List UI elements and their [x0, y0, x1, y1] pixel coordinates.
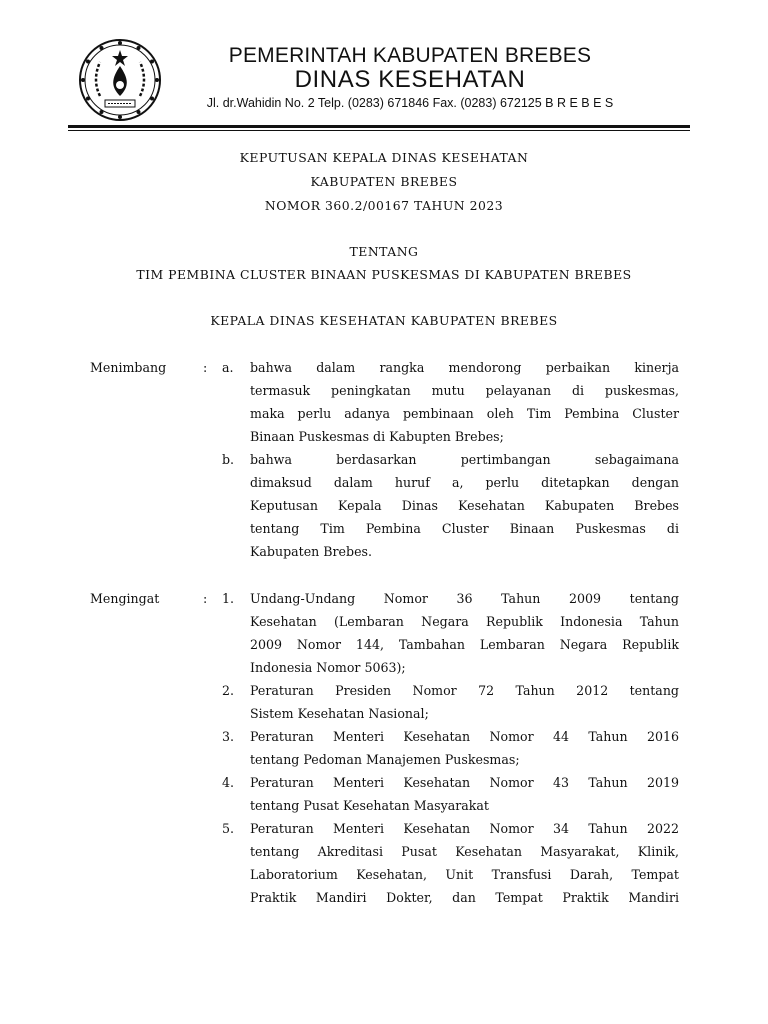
text-line: bahwa berdasarkan pertimbangan sebagaimana	[250, 452, 679, 467]
text-line: Peraturan Menteri Kesehatan Nomor 44 Tahun 2016	[250, 729, 679, 744]
mengingat-marker-5: 5.	[222, 821, 235, 836]
letterhead-divider-thick	[68, 125, 690, 128]
text-line: Kesehatan (Lembaran Negara Republik Indonesia Tahun	[250, 614, 679, 629]
text-line: bahwa dalam rangka mendorong perbaikan kinerja	[250, 360, 679, 375]
text-line: tentang Pusat Kesehatan Masyarakat	[250, 798, 489, 813]
mengingat-item-3	[250, 725, 679, 771]
mengingat-item-5	[250, 817, 679, 909]
text-line: tentang Tim Pembina Cluster Binaan Puskesmas di	[250, 521, 679, 536]
text-line: Indonesia Nomor 5063);	[250, 660, 406, 675]
text-line: Undang-Undang Nomor 36 Tahun 2009 tentang	[250, 591, 679, 606]
mengingat-marker-1: 1.	[222, 591, 235, 606]
mengingat-marker-3: 3.	[222, 729, 235, 744]
decree-number: NOMOR 360.2/00167 TAHUN 2023	[264, 198, 504, 213]
menimbang-label: Menimbang	[90, 360, 167, 375]
agency-name: DINAS KESEHATAN	[294, 66, 526, 93]
government-name: PEMERINTAH KABUPATEN BREBES	[228, 44, 592, 67]
menimbang-item-a	[250, 356, 679, 448]
text-line: dimaksud dalam huruf a, perlu ditetapkan dengan	[250, 475, 679, 490]
text-line: tentang Pedoman Manajemen Puskesmas;	[250, 752, 520, 767]
menimbang-marker-b: b.	[222, 452, 235, 467]
text-line: Peraturan Menteri Kesehatan Nomor 43 Tahun 2019	[250, 775, 679, 790]
decree-region: KABUPATEN BREBES	[310, 174, 458, 189]
text-line: Laboratorium Kesehatan, Unit Transfusi Darah, Tempat	[250, 867, 679, 882]
text-line: termasuk peningkatan mutu pelayanan di puskesmas,	[250, 383, 679, 398]
text-line: Sistem Kesehatan Nasional;	[250, 706, 429, 721]
tentang-heading: TENTANG	[349, 244, 419, 259]
text-line: Peraturan Presiden Nomor 72 Tahun 2012 tentang	[250, 683, 679, 698]
mengingat-marker-4: 4.	[222, 775, 235, 790]
menimbang-marker-a: a.	[222, 360, 234, 375]
decree-title: KEPUTUSAN KEPALA DINAS KESEHATAN	[239, 150, 529, 165]
decree-subject: TIM PEMBINA CLUSTER BINAAN PUSKESMAS DI KABUPATEN BREBES	[136, 267, 632, 282]
issuer-heading: KEPALA DINAS KESEHATAN KABUPATEN BREBES	[210, 313, 558, 328]
text-line: Binaan Puskesmas di Kabupten Brebes;	[250, 429, 504, 444]
mengingat-label: Mengingat	[90, 591, 160, 606]
text-line: Kabupaten Brebes.	[250, 544, 372, 559]
mengingat-colon: :	[203, 591, 208, 606]
text-line: Praktik Mandiri Dokter, dan Tempat Praktik Mandiri	[250, 890, 679, 905]
mengingat-item-1	[250, 587, 679, 679]
text-line: Peraturan Menteri Kesehatan Nomor 34 Tahun 2022	[250, 821, 679, 836]
mengingat-item-2	[250, 679, 679, 725]
letterhead-divider-thin	[68, 130, 690, 131]
menimbang-colon: :	[203, 360, 208, 375]
text-line: Keputusan Kepala Dinas Kesehatan Kabupaten Brebes	[250, 498, 679, 513]
mengingat-item-4	[250, 771, 679, 817]
agency-address: Jl. dr.Wahidin No. 2 Telp. (0283) 671846 Fax. (0283) 672125 B R E B E S	[206, 96, 614, 110]
mengingat-marker-2: 2.	[222, 683, 235, 698]
menimbang-item-b	[250, 448, 679, 563]
text-line: 2009 Nomor 144, Tambahan Lembaran Negara Republik	[250, 637, 679, 652]
regency-emblem-icon	[78, 38, 162, 122]
text-line: tentang Akreditasi Pusat Kesehatan Masyarakat, Klinik,	[250, 844, 679, 859]
text-line: maka perlu adanya pembinaan oleh Tim Pembina Cluster	[250, 406, 679, 421]
